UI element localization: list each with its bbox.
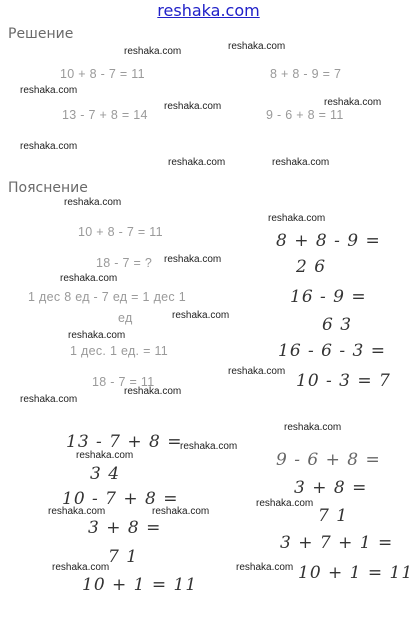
site-title-link[interactable]: reshaka.com [157, 1, 260, 20]
handwritten-line: 10 - 3 = 7 [296, 371, 391, 391]
solution-heading: Решение [8, 26, 74, 42]
handwritten-line: 13 - 7 + 8 = [66, 432, 183, 452]
handwritten-line: 16 - 6 - 3 = [278, 341, 387, 361]
handwritten-line: 16 - 9 = [290, 287, 367, 307]
explanation-line: 1 дес. 1 ед. = 11 [70, 344, 169, 358]
watermark: reshaka.com [64, 197, 122, 208]
handwritten-line: 6 3 [322, 315, 353, 335]
watermark: reshaka.com [324, 97, 382, 108]
watermark: reshaka.com [268, 213, 326, 224]
handwritten-line: 10 + 1 = 11 [82, 575, 198, 595]
explanation-line: 18 - 7 = 11 [92, 375, 155, 389]
watermark: reshaka.com [48, 506, 106, 517]
watermark: reshaka.com [172, 310, 230, 321]
watermark: reshaka.com [20, 85, 78, 96]
watermark: reshaka.com [228, 366, 286, 377]
solution-equation: 13 - 7 + 8 = 14 [62, 108, 148, 122]
handwritten-line: 7 1 [318, 506, 349, 526]
watermark: reshaka.com [152, 506, 210, 517]
handwritten-line: 3 + 7 + 1 = [280, 533, 394, 553]
watermark: reshaka.com [168, 157, 226, 168]
watermark: reshaka.com [284, 422, 342, 433]
explanation-line: ед [118, 311, 133, 325]
handwritten-line: 10 + 1 = 11 [298, 563, 414, 583]
watermark: reshaka.com [256, 498, 314, 509]
watermark: reshaka.com [68, 330, 126, 341]
explanation-line: 18 - 7 = ? [96, 256, 153, 270]
solution-equation: 9 - 6 + 8 = 11 [266, 108, 344, 122]
watermark: reshaka.com [20, 141, 78, 152]
handwritten-line: 7 1 [108, 547, 139, 567]
watermark: reshaka.com [236, 562, 294, 573]
handwritten-line: 3 + 8 = [88, 518, 162, 538]
watermark: reshaka.com [124, 386, 182, 397]
watermark: reshaka.com [272, 157, 330, 168]
watermark: reshaka.com [60, 273, 118, 284]
handwritten-line: 9 - 6 + 8 = [276, 450, 381, 470]
explanation-heading: Пояснение [8, 180, 88, 196]
solution-equation: 10 + 8 - 7 = 11 [60, 67, 145, 81]
handwritten-line: 10 - 7 + 8 = [62, 489, 179, 509]
solution-equation: 8 + 8 - 9 = 7 [270, 67, 342, 81]
explanation-line: 10 + 8 - 7 = 11 [78, 225, 163, 239]
explanation-line: 1 дес 8 ед - 7 ед = 1 дес 1 [28, 290, 186, 304]
watermark: reshaka.com [164, 101, 222, 112]
watermark: reshaka.com [20, 394, 78, 405]
watermark: reshaka.com [228, 41, 286, 52]
handwritten-line: 3 + 8 = [294, 478, 368, 498]
watermark: reshaka.com [52, 562, 110, 573]
watermark: reshaka.com [164, 254, 222, 265]
handwritten-line: 2 6 [296, 257, 327, 277]
handwritten-line: 8 + 8 - 9 = [276, 231, 381, 251]
watermark: reshaka.com [76, 450, 134, 461]
watermark: reshaka.com [124, 46, 182, 57]
handwritten-line: 3 4 [90, 464, 121, 484]
watermark: reshaka.com [180, 441, 238, 452]
